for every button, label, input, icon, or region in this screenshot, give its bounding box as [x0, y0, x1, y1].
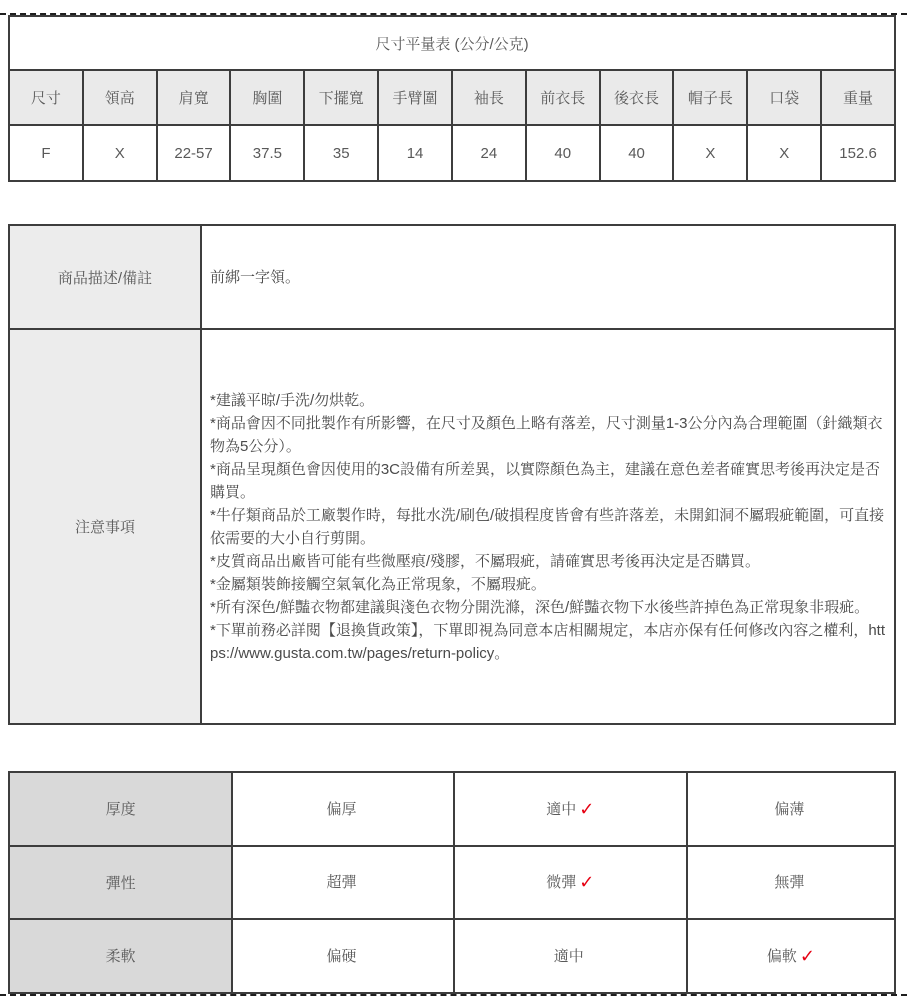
note-line: *所有深色/鮮豔衣物都建議與淺色衣物分開洗滌，深色/鮮豔衣物下水後些許掉色為正常現象非瑕疵。 [210, 598, 870, 616]
softness-row [9, 919, 895, 993]
value-hood-length: X [673, 125, 747, 181]
softness-label: 柔軟 [9, 919, 232, 993]
header-collar-height: 領高 [83, 70, 157, 125]
thickness-option-thin [687, 772, 895, 846]
note-line: *商品呈現顏色會因使用的3C設備有所差異，以實際顏色為主，建議在意色差者確實思考後再決定是否購買。 [210, 460, 881, 501]
value-front-length: 40 [526, 125, 600, 181]
option-text: 適中 [553, 947, 584, 965]
description-label: 商品描述/備註 [9, 225, 201, 329]
elasticity-option-slight [454, 846, 687, 920]
header-weight: 重量 [821, 70, 895, 125]
thickness-row [9, 772, 895, 846]
header-hood-length: 帽子長 [673, 70, 747, 125]
section-gap [8, 182, 896, 224]
value-weight: 152.6 [821, 125, 895, 181]
value-size: F [9, 125, 83, 181]
description-text: 前綁一字領。 [210, 268, 301, 286]
return-policy-url[interactable]: https://www.gusta.com.tw/pages/return-policy [210, 621, 886, 662]
option-text: 超彈 [326, 874, 357, 892]
note-line: *建議平晾/手洗/勿烘乾。 [210, 391, 375, 409]
size-table-data-row [9, 125, 895, 181]
product-spec-sheet [0, 13, 907, 996]
value-sleeve-length: 24 [452, 125, 526, 181]
option-text: 微彈 [546, 874, 577, 892]
notes-content [201, 329, 895, 724]
note-line: *牛仔類商品於工廠製作時，每批水洗/刷色/破損程度皆會有些許落差，未開釦洞不屬瑕疵範圍，可直接依需要的大小自行剪開。 [210, 506, 885, 547]
softness-option-soft [687, 919, 895, 993]
attribute-table [8, 771, 896, 994]
thickness-option-medium [454, 772, 687, 846]
header-chest: 胸圍 [230, 70, 304, 125]
check-icon: ✓ [579, 872, 595, 893]
option-text: 偏薄 [774, 800, 805, 818]
size-table-header-row [9, 70, 895, 125]
header-sleeve-length: 袖長 [452, 70, 526, 125]
option-text: 偏厚 [326, 800, 357, 818]
notes-row [9, 329, 895, 724]
option-text: 適中 [546, 800, 577, 818]
note-line-return-policy [210, 619, 886, 665]
header-pocket: 口袋 [747, 70, 821, 125]
option-text: 偏軟 [766, 947, 797, 965]
header-back-length: 後衣長 [600, 70, 674, 125]
size-table-title: 尺寸平量表 (公分/公克) [9, 16, 895, 70]
header-hem-width: 下擺寬 [304, 70, 378, 125]
size-measurement-table [8, 15, 896, 182]
elasticity-option-high [232, 846, 454, 920]
check-icon: ✓ [579, 798, 595, 819]
policy-text: *下單前務必詳閱【退換貨政策】，下單即視為同意本店相關規定，本店亦保有任何修改內容之權利， [210, 621, 869, 639]
option-text: 無彈 [774, 874, 805, 892]
description-notes-table [8, 224, 896, 725]
option-text: 偏硬 [326, 947, 357, 965]
note-line: *皮質商品出廠皆可能有些微壓痕/殘膠，不屬瑕疵，請確實思考後再決定是否購買。 [210, 552, 761, 570]
description-content [201, 225, 895, 329]
size-table-title-row [9, 16, 895, 70]
value-back-length: 40 [600, 125, 674, 181]
policy-text-suffix: 。 [494, 644, 510, 662]
header-arm-circumference: 手臂圍 [378, 70, 452, 125]
header-front-length: 前衣長 [526, 70, 600, 125]
softness-option-hard [232, 919, 454, 993]
section-gap [8, 725, 896, 771]
elasticity-label: 彈性 [9, 846, 232, 920]
note-line: *商品會因不同批製作有所影響，在尺寸及顏色上略有落差，尺寸測量1-3公分內為合理範圍（針織類衣物為5公分）。 [210, 414, 883, 455]
value-hem-width: 35 [304, 125, 378, 181]
note-line: *金屬類裝飾接觸空氣氧化為正常現象，不屬瑕疵。 [210, 575, 546, 593]
value-arm-circumference: 14 [378, 125, 452, 181]
notes-label: 注意事項 [9, 329, 201, 724]
value-pocket: X [747, 125, 821, 181]
elasticity-row [9, 846, 895, 920]
header-shoulder-width: 肩寬 [157, 70, 231, 125]
header-size: 尺寸 [9, 70, 83, 125]
thickness-option-thick [232, 772, 454, 846]
check-icon: ✓ [799, 945, 815, 966]
value-collar-height: X [83, 125, 157, 181]
elasticity-option-none [687, 846, 895, 920]
thickness-label: 厚度 [9, 772, 232, 846]
value-chest: 37.5 [230, 125, 304, 181]
softness-option-medium [454, 919, 687, 993]
value-shoulder-width: 22-57 [157, 125, 231, 181]
description-row [9, 225, 895, 329]
bottom-margin [0, 996, 907, 1005]
